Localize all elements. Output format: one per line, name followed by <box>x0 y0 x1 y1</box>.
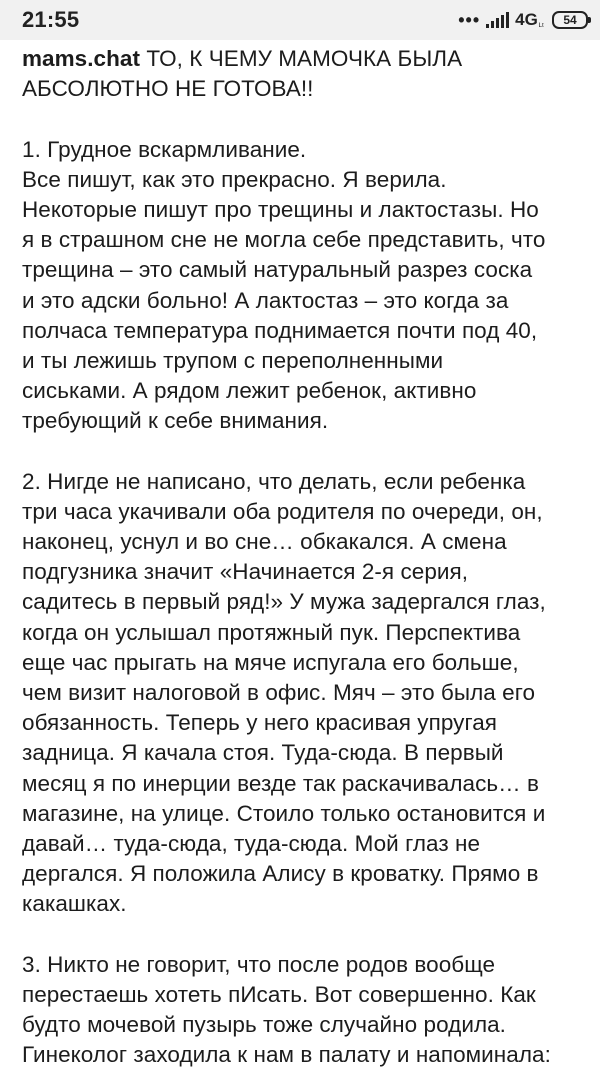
post-title-line-2: АБСОЛЮТНО НЕ ГОТОВА!! <box>22 76 314 102</box>
text-line: задница. Я качала стоя. Туда-сюда. В первый <box>22 740 504 766</box>
text-line: 3. Никто не говорит, что после родов вообще <box>22 951 496 977</box>
text-line: 1. Грудное вскармливание. <box>22 136 307 162</box>
text-line: давай… туда-сюда, туда-сюда. Мой глаз не <box>22 830 481 856</box>
text-line: я в страшном сне не могла себе представить, что <box>22 227 546 253</box>
paragraph-gap <box>22 919 592 949</box>
paragraph-gap <box>22 436 592 466</box>
paragraph-1 <box>22 135 592 437</box>
text-line: еще час прыгать на мяче испугала его больше, <box>22 649 519 675</box>
notification-dots-icon: ••• <box>458 10 481 30</box>
text-line: сиськами. А рядом лежит ребенок, активно <box>22 378 477 404</box>
text-line: обязанность. Теперь у него красивая упругая <box>22 710 498 736</box>
paragraph-3 <box>22 950 592 1070</box>
network-sub-label: ᴸᵗ <box>538 21 544 31</box>
text-line: будто мочевой пузырь тоже случайно родила. <box>22 1012 506 1037</box>
network-label: 4G <box>515 10 538 29</box>
post-title: ТО, К ЧЕМУ МАМОЧКА БЫЛА <box>140 46 463 71</box>
text-line: Некоторые пишут про трещины и лактостазы. Но <box>22 196 539 222</box>
paragraph-gap <box>22 104 592 134</box>
text-line: дергался. Я положила Алису в кроватку. Прямо в <box>22 861 539 887</box>
author-handle[interactable]: mams.chat <box>22 46 141 71</box>
text-line: и ты лежишь трупом с переполненными <box>22 347 444 373</box>
text-line: месяц я по инерции везде так раскачивалась… в <box>22 770 540 796</box>
post-title-line <box>22 44 592 74</box>
text-line: полчаса температура поднимается почти под 40, <box>22 317 538 343</box>
text-line: требующий к себе внимания. <box>22 408 329 434</box>
signal-bars-icon <box>486 12 509 28</box>
text-line: три часа укачивали оба родителя по очереди, он, <box>22 498 543 524</box>
text-line: Все пишут, как это прекрасно. Я верила. <box>22 166 447 192</box>
paragraph-2 <box>22 467 592 920</box>
text-line: какашках. <box>22 891 127 917</box>
text-line: магазине, на улице. Стоило только остановится и <box>22 800 546 826</box>
text-line: и это адски больно! А лактостаз – это когда за <box>22 287 509 313</box>
battery-level: 54 <box>563 13 577 27</box>
status-time: 21:55 <box>22 7 80 32</box>
status-indicators <box>458 10 588 30</box>
status-bar <box>0 0 600 40</box>
network-type <box>515 10 544 30</box>
post-body <box>22 44 592 1070</box>
text-line: трещина – это самый натуральный разрез соска <box>22 257 533 283</box>
battery-icon <box>552 11 588 29</box>
text-line: когда он услышал протяжный пук. Перспектива <box>22 619 521 645</box>
text-line: перестаешь хотеть пИсать. Вот совершенно. Как <box>22 981 536 1007</box>
text-line: чем визит налоговой в офис. Мяч – это была его <box>22 679 536 705</box>
text-line: подгузника значит «Начинается 2-я серия, <box>22 559 469 585</box>
text-line: наконец, уснул и во сне… обкакался. А смена <box>22 529 507 554</box>
text-line: Гинеколог заходила к нам в палату и напоминала: <box>22 1042 551 1068</box>
text-line: 2. Нигде не написано, что делать, если ребенка <box>22 468 526 494</box>
text-line: садитесь в первый ряд!» У мужа задергался глаз, <box>22 589 546 615</box>
